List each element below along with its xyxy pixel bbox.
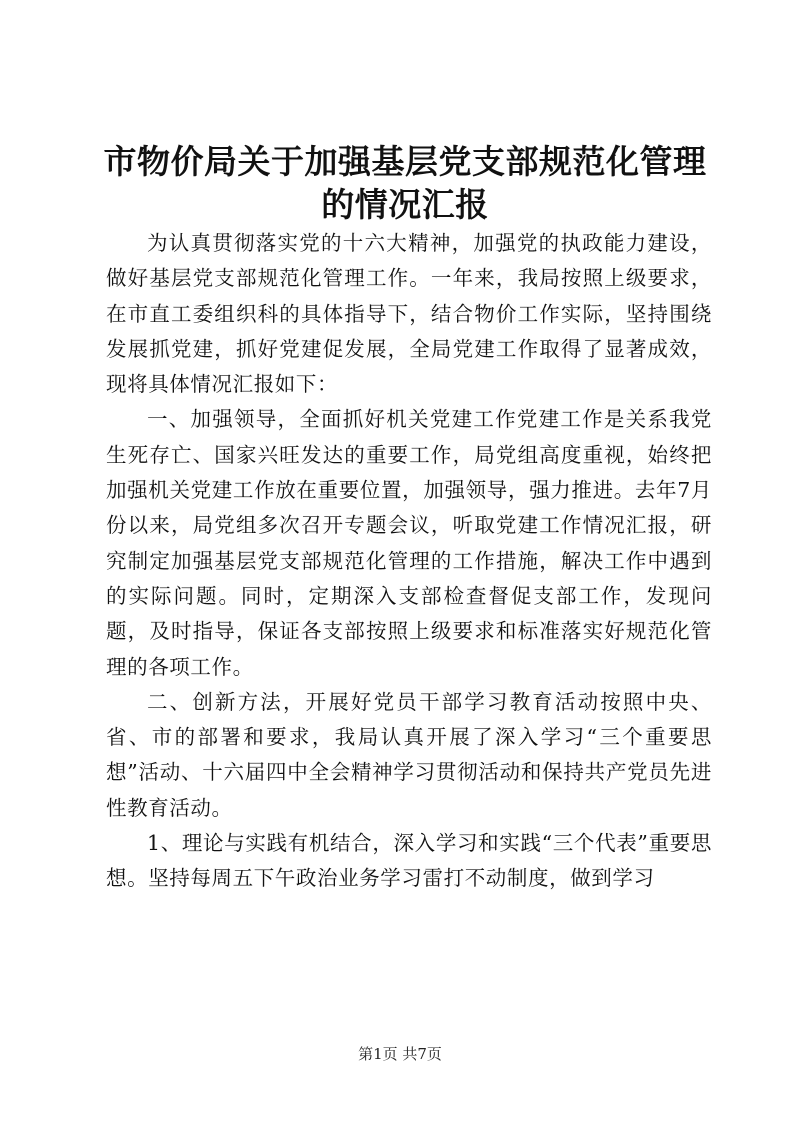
- paragraph-section-2: 二、创新方法，开展好党员干部学习教育活动按照中央、省、市的部署和要求，我局认真开展了深入学习“三个重要思想”活动、十六届四中全会精神学习贯彻活动和保持共产党员先进性教育活动。: [106, 689, 712, 820]
- page-footer: [0, 1044, 800, 1064]
- document-title: 市物价局关于加强基层党支部规范化管理的情况汇报: [103, 142, 707, 224]
- document-body: [106, 226, 712, 897]
- paragraph-item-1: 1、理论与实践有机结合，深入学习和实践“三个代表”重要思想。坚持每周五下午政治业务学习雷打不动制度，做到学习: [106, 831, 712, 891]
- paragraph-intro: 为认真贯彻落实党的十六大精神，加强党的执政能力建设，做好基层党支部规范化管理工作。一年来，我局按照上级要求，在市直工委组织科的具体指导下，结合物价工作实际，坚持围绕发展抓党建，抓好党建促发展，全局党建工作取得了显著成效，现将具体情况汇报如下：: [106, 231, 712, 397]
- paragraph-section-1: 一、加强领导，全面抓好机关党建工作党建工作是关系我党生死存亡、国家兴旺发达的重要工作，局党组高度重视，始终把加强机关党建工作放在重要位置，加强领导，强力推进。去年7月份以来，局党组多次召开专题会议，听取党建工作情况汇报，研究制定加强基层党支部规范化管理的工作措施，解决工作中遇到的实际问题。同时，定期深入支部检查督促支部工作，发现问题，及时指导，保证各支部按照上级要求和标准落实好规范化管理的各项工作。: [106, 407, 712, 679]
- page-number: 第1页 共7页: [358, 1045, 442, 1063]
